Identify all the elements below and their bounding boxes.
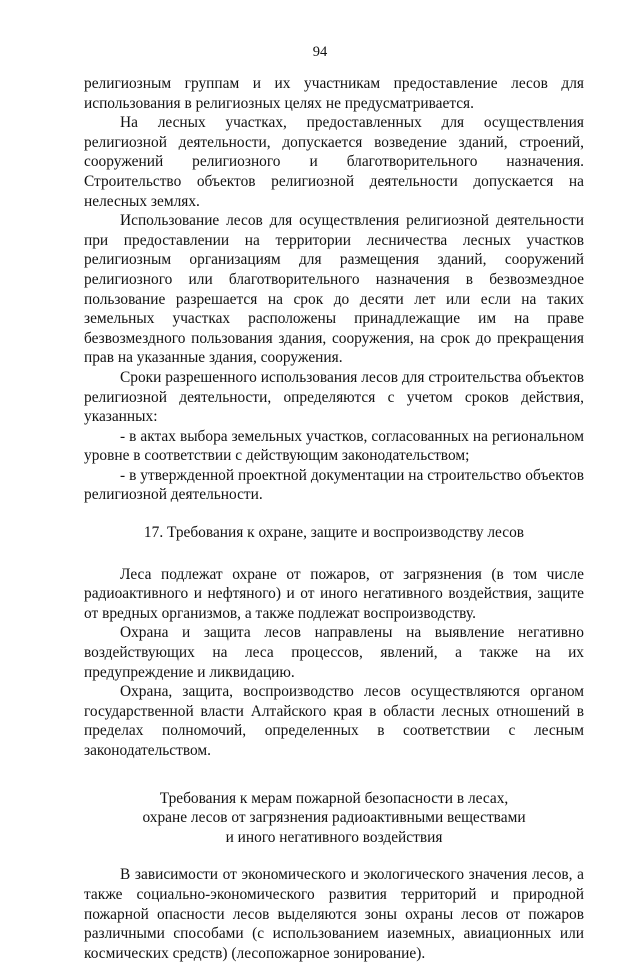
subheading	[84, 789, 584, 848]
page-number: 94	[312, 44, 328, 60]
paragraph-fire-zoning: В зависимости от экономического и экологического значения лесов, а также социально-экономического развития территорий и природной пожарной опасности лесов выделяются зоны охраны лесов от пожаров различными способами (с использованием иаземных, авиационных или космических средств) (лесопожарное зонирование).	[84, 866, 584, 962]
paragraph-forest-protection: Леса подлежат охране от пожаров, от загрязнения (в том числе радиоактивного и нефтяного) и от иного негативного воздействия, защите от вредных организмов, а также подлежат воспроизводству.	[84, 565, 584, 622]
subheading-line: и иного негативного воздействия	[225, 828, 443, 846]
section-heading: 17. Требования к охране, защите и воспроизводству лесов	[143, 524, 525, 542]
paragraph-religious-use-terms: Использование лесов для осуществления религиозной деятельности при предоставлении на территории лесничества лесных участков религиозным организациям для размещения зданий, сооружений религиозного или благотворительного назначения в безвозмездное пользование разрешается на срок до десяти лет или если на таких земельных участках расположены принадлежащие им на праве безвозмездного пользования здания, сооружения, на срок до прекращения прав на указанные здания, сооружения.	[84, 212, 584, 367]
paragraph-permitted-periods: Сроки разрешенного использования лесов для строительства объектов религиозной деятельности, определяются с учетом сроков действия, указанных:	[84, 368, 584, 426]
paragraph-responsible-authority: Охрана, защита, воспроизводство лесов осуществляются органом государственной власти Алтайского края в области лесных отношений в пределах полномочий, определенных в соответствии с лесным законодательством.	[84, 683, 584, 759]
list-item-land-selection-acts: - в актах выбора земельных участков, согласованных на региональном уровне в соответствии с действующим законодательством;	[84, 427, 584, 465]
paragraph-religious-buildings: На лесных участках, предоставленных для осуществления религиозной деятельности, допускается возведение зданий, строений, сооружений религиозного и благотворительного назначения. Строительство объектов религиозной деятельности допускается на нелесных землях.	[84, 114, 584, 210]
subheading-line: Требования к мерам пожарной безопасности в лесах,	[159, 789, 509, 807]
list-item-project-documentation: - в утвержденной проектной документации на строительство объектов религиозной деятельности.	[84, 466, 584, 504]
subheading-line: охране лесов от загрязнения радиоактивными веществами	[142, 809, 526, 827]
paragraph-continuation: религиозным группам и их участникам предоставление лесов для использования в религиозных целях не предусматривается.	[84, 75, 584, 112]
document-body	[84, 74, 584, 963]
paragraph-protection-aims: Охрана и защита лесов направлены на выявление негативно воздействующих на леса процессов, явлений, а также на их предупреждение и ликвидацию.	[84, 624, 584, 681]
